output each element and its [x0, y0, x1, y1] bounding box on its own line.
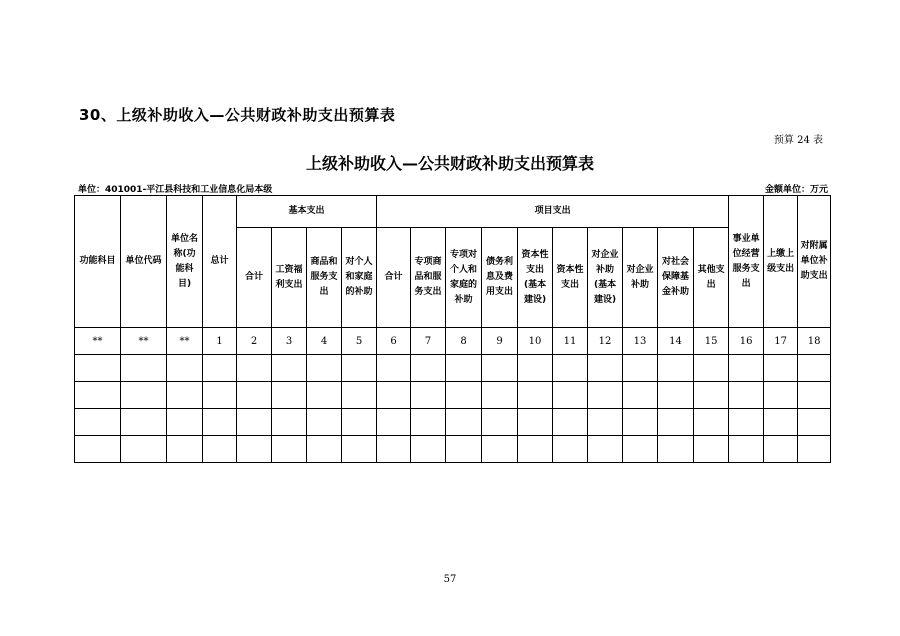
table-row [75, 409, 831, 436]
index-cell: 16 [729, 328, 764, 355]
index-cell: 15 [694, 328, 729, 355]
section-heading: 30、上级补助收入—公共财政补助支出预算表 [79, 106, 396, 124]
index-cell: 7 [411, 328, 446, 355]
index-cell: 3 [272, 328, 307, 355]
header-project-col: 资本性支出(基本建设) [518, 228, 553, 328]
index-cell: 6 [377, 328, 411, 355]
table-title: 上级补助收入—公共财政补助支出预算表 [305, 154, 594, 173]
index-cell: ** [75, 328, 121, 355]
header-project-col: 对社会保障基金补助 [658, 228, 694, 328]
header-subsidiary-expense: 对附属单位补助支出 [798, 196, 831, 328]
unit-label: 单位：401001-平江县科技和工业信息化局本级 [78, 185, 273, 195]
index-cell: ** [167, 328, 203, 355]
header-project-col: 专项对个人和家庭的补助 [446, 228, 482, 328]
header-upper-expense: 上缴上级支出 [764, 196, 798, 328]
amount-unit: 金额单位：万元 [764, 185, 828, 195]
header-project-col: 合计 [377, 228, 411, 328]
index-cell: 4 [307, 328, 342, 355]
header-group-basic: 基本支出 [237, 196, 377, 228]
header-unit-code: 单位代码 [121, 196, 167, 328]
table-row [75, 436, 831, 463]
form-number: 预算 24 表 [773, 135, 823, 146]
index-cell: 1 [203, 328, 237, 355]
budget-table [74, 195, 831, 463]
header-group-project: 项目支出 [377, 196, 729, 228]
header-enterprise-expense: 事业单位经营服务支出 [729, 196, 764, 328]
page-number: 57 [443, 574, 457, 585]
index-cell: 8 [446, 328, 482, 355]
header-project-col: 资本性支出 [553, 228, 588, 328]
index-cell: 12 [588, 328, 623, 355]
header-unit-name: 单位名称(功能科目) [167, 196, 203, 328]
index-cell: 11 [553, 328, 588, 355]
index-cell: 18 [798, 328, 831, 355]
index-cell: 2 [237, 328, 272, 355]
header-total: 总计 [203, 196, 237, 328]
index-cell: 9 [482, 328, 518, 355]
header-row-1 [75, 196, 831, 228]
index-cell: 17 [764, 328, 798, 355]
header-project-col: 债务利息及费用支出 [482, 228, 518, 328]
header-func-subject: 功能科目 [75, 196, 121, 328]
index-cell: 5 [342, 328, 377, 355]
index-cell: ** [121, 328, 167, 355]
header-basic-col: 工资福利支出 [272, 228, 307, 328]
index-row [75, 328, 831, 355]
table-row [75, 382, 831, 409]
header-project-col: 专项商品和服务支出 [411, 228, 446, 328]
header-basic-col: 商品和服务支出 [307, 228, 342, 328]
header-basic-col: 对个人和家庭的补助 [342, 228, 377, 328]
header-project-col: 对企业补助 [623, 228, 658, 328]
header-basic-col: 合计 [237, 228, 272, 328]
header-project-col: 其他支出 [694, 228, 729, 328]
index-cell: 14 [658, 328, 694, 355]
index-cell: 10 [518, 328, 553, 355]
index-cell: 13 [623, 328, 658, 355]
table-row [75, 355, 831, 382]
header-project-col: 对企业补助(基本建设) [588, 228, 623, 328]
